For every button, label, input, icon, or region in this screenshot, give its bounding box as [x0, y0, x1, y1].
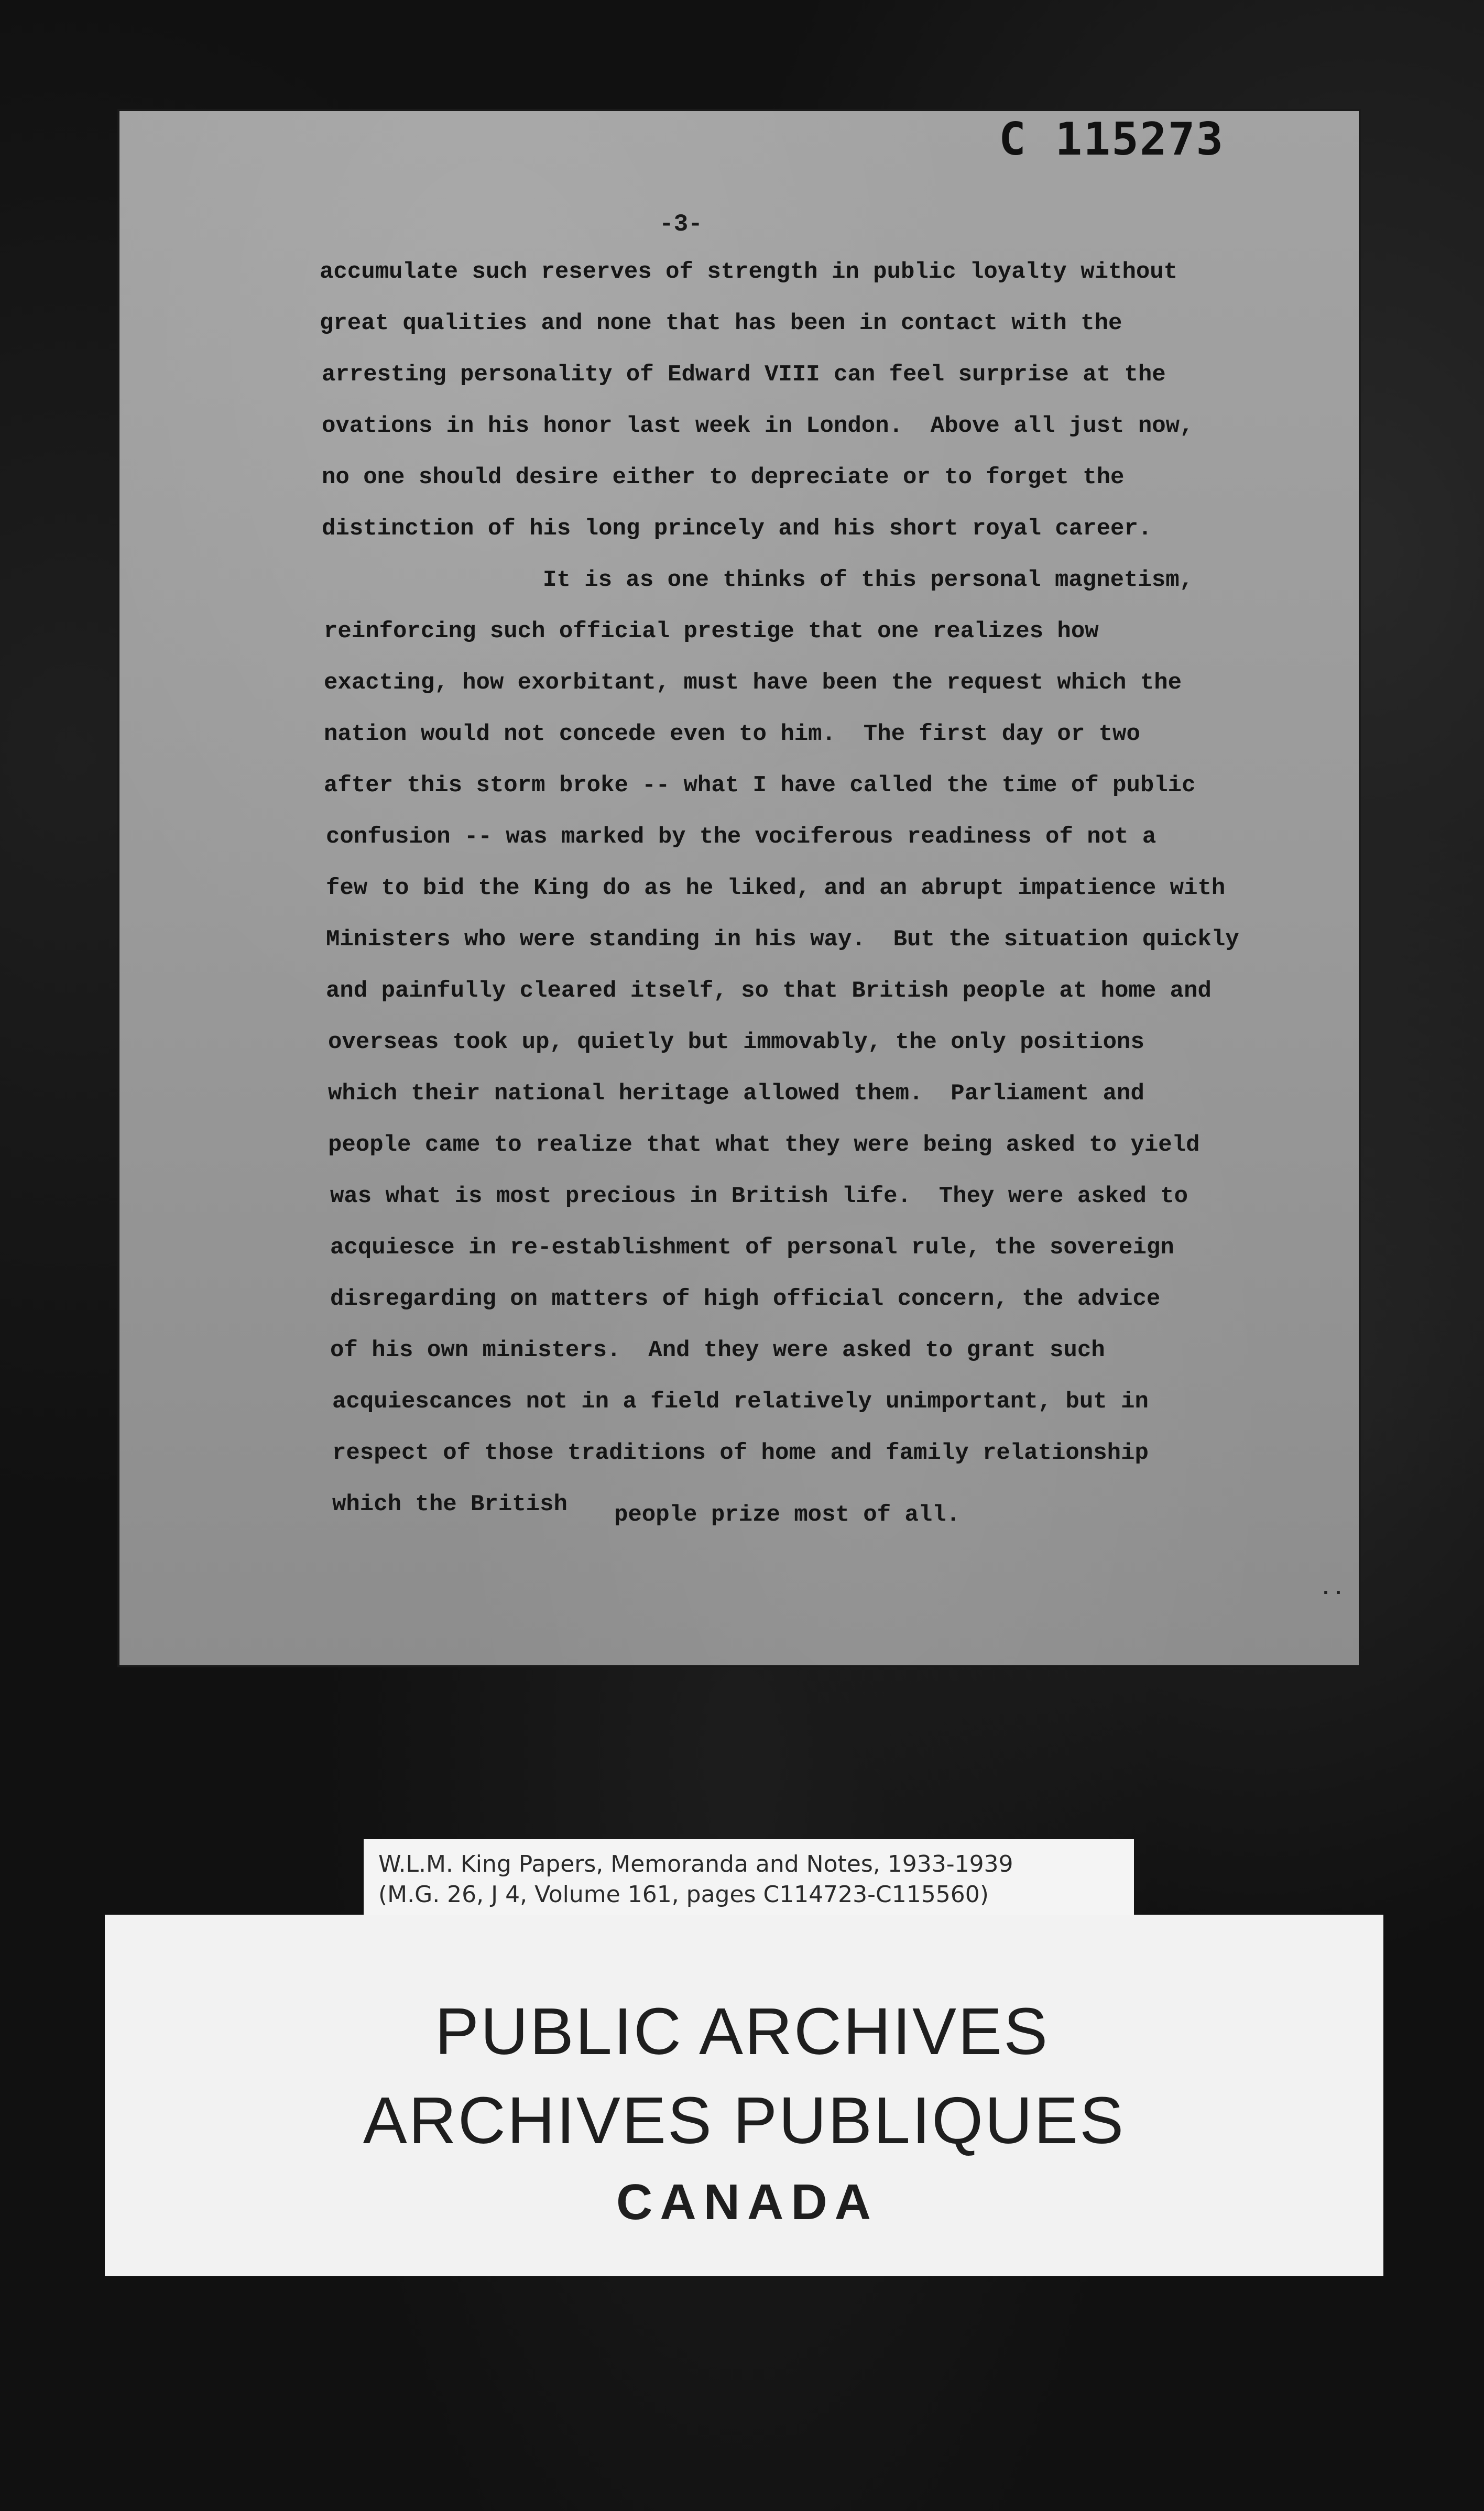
text-line: and painfully cleared itself, so that British people at home and [326, 978, 1212, 1004]
archive-label-card [105, 1915, 1383, 2276]
text-line: distinction of his long princely and his short royal career. [322, 516, 1152, 542]
text-line: accumulate such reserves of strength in public loyalty without [320, 259, 1178, 285]
text-line: acquiesce in re-establishment of personal rule, the sovereign [330, 1235, 1174, 1261]
text-line: confusion -- was marked by the vociferous readiness of not a [326, 824, 1156, 850]
text-line: disregarding on matters of high official concern, the advice [330, 1286, 1161, 1312]
text-line: It is as one thinks of this personal magnetism, [543, 567, 1194, 593]
text-line: people prize most of all. [614, 1502, 961, 1528]
text-line: arresting personality of Edward VIII can feel surprise at the [322, 362, 1166, 388]
text-line: of his own ministers. And they were asked to grant such [330, 1337, 1105, 1363]
citation-label [364, 1839, 1134, 1918]
page-number: -3- [659, 211, 703, 238]
text-line: no one should desire either to depreciate or to forget the [322, 464, 1125, 490]
archive-title-french: ARCHIVES PUBLIQUES [363, 2083, 1126, 2157]
text-line: overseas took up, quietly but immovably, the only positions [328, 1029, 1144, 1055]
text-line: which their national heritage allowed them. Parliament and [328, 1080, 1144, 1107]
citation-line-1: W.L.M. King Papers, Memoranda and Notes, 1933-1939 [378, 1851, 1013, 1877]
text-line: exacting, how exorbitant, must have been the request which the [324, 670, 1182, 696]
text-line: people came to realize that what they were being asked to yield [328, 1132, 1200, 1158]
text-line: respect of those traditions of home and family relationship [332, 1440, 1149, 1466]
text-line: acquiescances not in a field relatively unimportant, but in [332, 1389, 1149, 1415]
citation-line-2: (M.G. 26, J 4, Volume 161, pages C114723-C115560) [378, 1881, 989, 1908]
text-line: ovations in his honor last week in London. Above all just now, [322, 413, 1194, 439]
text-line: was what is most precious in British life. They were asked to [330, 1183, 1188, 1209]
archive-country: CANADA [616, 2174, 878, 2230]
document-stamp: C 115273 [999, 113, 1225, 166]
text-line: reinforcing such official prestige that one realizes how [324, 618, 1099, 645]
text-line: great qualities and none that has been in contact with the [320, 310, 1122, 336]
text-line: Ministers who were standing in his way. But the situation quickly [326, 926, 1239, 953]
text-line: after this storm broke -- what I have called the time of public [324, 772, 1196, 799]
continuation-marks: .. [1319, 1577, 1345, 1601]
text-line: nation would not concede even to him. The first day or two [324, 721, 1140, 747]
archive-title-english: PUBLIC ARCHIVES [434, 1994, 1050, 2068]
typed-document-page [119, 111, 1359, 1665]
text-line: which the British [332, 1491, 568, 1517]
text-line: few to bid the King do as he liked, and an abrupt impatience with [326, 875, 1226, 901]
